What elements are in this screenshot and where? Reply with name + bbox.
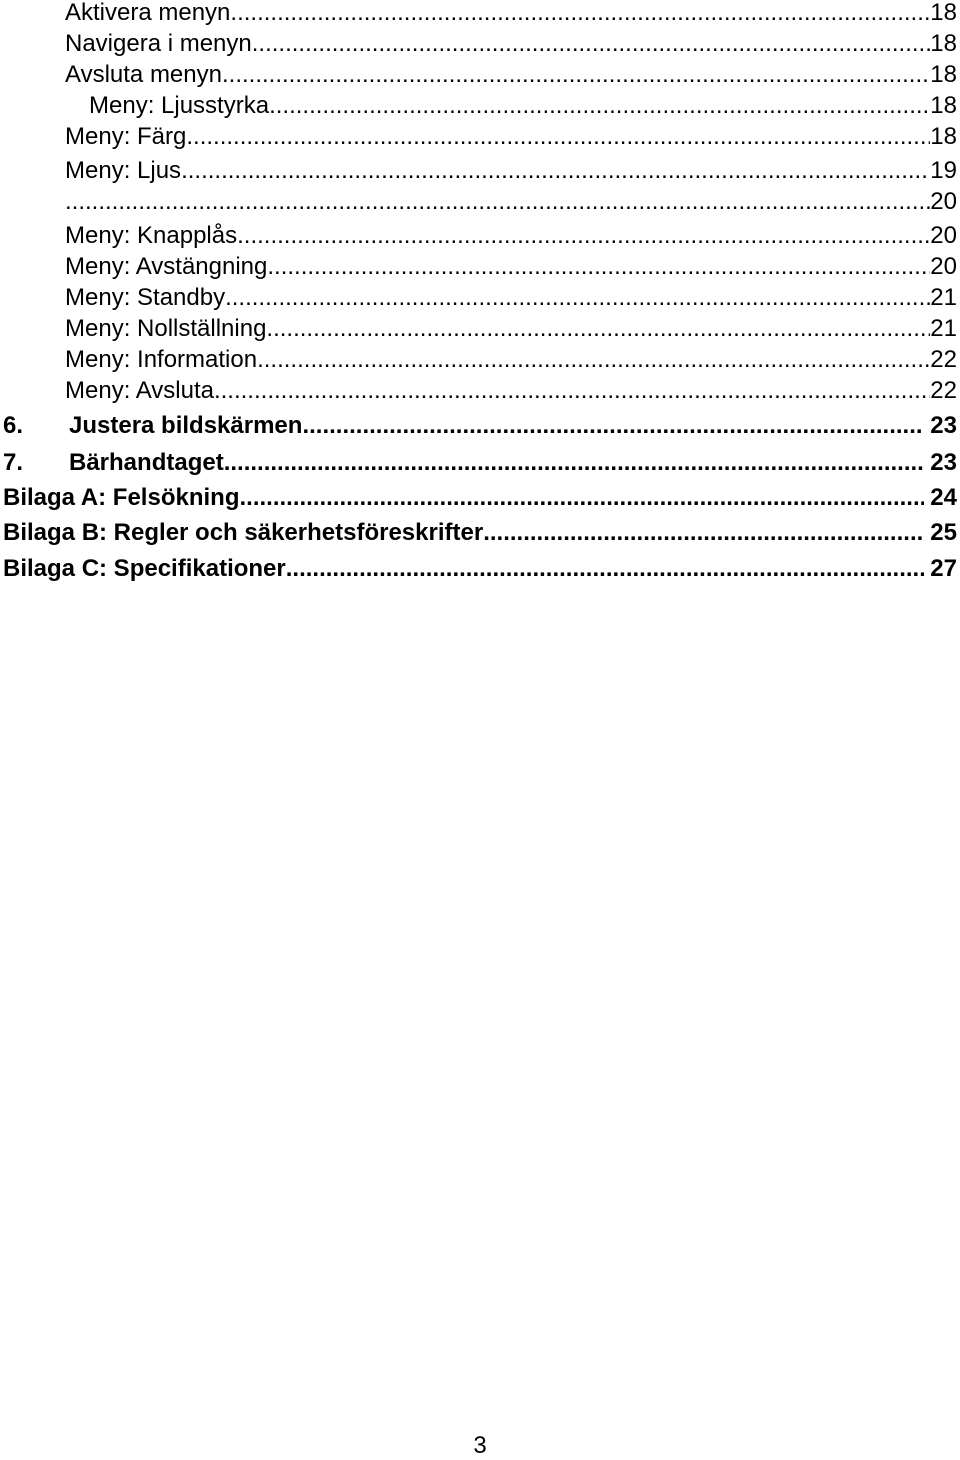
toc-chapter-number: 7. — [3, 449, 24, 476]
toc-entry-title: Avsluta menyn — [65, 61, 222, 88]
toc-leader-dots — [302, 410, 924, 441]
toc-leader-dots — [286, 553, 925, 584]
toc-entry-title: Bilaga C: Specifikationer — [3, 555, 286, 582]
toc-entry-title: Meny: Färg — [65, 123, 187, 150]
toc-entry-title: Bärhandtaget — [69, 449, 224, 476]
toc-leader-dots — [181, 155, 930, 186]
toc-leader-dots — [252, 28, 931, 59]
toc-leader-dots — [237, 220, 930, 251]
toc-entry[interactable] — [0, 186, 960, 217]
toc-leader-dots — [65, 186, 930, 217]
toc-entry-page: 23 — [930, 449, 957, 476]
toc-entry[interactable] — [0, 375, 960, 406]
toc-leader-dots — [230, 0, 930, 28]
toc-entry-title: Meny: Information — [65, 346, 258, 373]
toc-entry-page: 18 — [930, 61, 957, 88]
toc-entry-page: 27 — [930, 555, 957, 582]
toc-leader-dots — [186, 121, 930, 152]
toc-entry-page: 20 — [930, 222, 957, 249]
toc-appendix-entry[interactable] — [0, 517, 960, 548]
toc-leader-dots — [222, 59, 930, 90]
toc-leader-dots — [257, 344, 930, 375]
toc-entry-title: Bilaga B: Regler och säkerhetsföreskrifter — [3, 519, 484, 546]
toc-entry-page: 18 — [930, 92, 957, 119]
toc-entry-page: 18 — [930, 30, 957, 57]
toc-leader-dots — [239, 482, 924, 513]
toc-appendix-entry[interactable] — [0, 553, 960, 584]
toc-entry-title: Meny: Avstängning — [65, 253, 268, 280]
toc-entry-title: Meny: Nollställning — [65, 315, 267, 342]
toc-entry-page: 20 — [930, 188, 957, 215]
toc-entry-title: Aktivera menyn — [65, 0, 231, 26]
toc-entry-title: Meny: Ljusstyrka — [89, 92, 270, 119]
page-number: 3 — [473, 1432, 487, 1459]
toc-entry-page: 19 — [930, 157, 957, 184]
toc-entry-page: 22 — [930, 346, 957, 373]
toc-chapter-entry[interactable] — [0, 410, 960, 441]
toc-leader-dots — [266, 313, 930, 344]
toc-chapter-number: 6. — [3, 412, 24, 439]
toc-entry[interactable] — [0, 59, 960, 90]
toc-leader-dots — [214, 375, 930, 406]
toc-entry-title: Meny: Ljus — [65, 157, 182, 184]
toc-entry[interactable] — [0, 220, 960, 251]
toc-leader-dots — [224, 447, 925, 478]
toc-entry[interactable] — [0, 344, 960, 375]
toc-entry-title: Justera bildskärmen — [69, 412, 303, 439]
toc-entry-page: 24 — [930, 484, 957, 511]
toc-entry[interactable] — [0, 121, 960, 152]
toc-entry-page: 18 — [930, 123, 957, 150]
toc-entry-page: 18 — [930, 0, 957, 26]
toc-entry[interactable] — [0, 251, 960, 282]
toc-entry-page: 21 — [930, 284, 957, 311]
toc-leader-dots — [269, 90, 930, 121]
toc-entry[interactable] — [0, 28, 960, 59]
toc-leader-dots — [225, 282, 930, 313]
toc-entry-title: Bilaga A: Felsökning — [3, 484, 240, 511]
toc-chapter-entry[interactable] — [0, 447, 960, 478]
toc-entry[interactable] — [0, 0, 960, 28]
toc-entry-page: 25 — [930, 519, 957, 546]
toc-appendix-entry[interactable] — [0, 482, 960, 513]
toc-entry[interactable] — [0, 155, 960, 186]
toc-entry[interactable] — [0, 90, 960, 121]
toc-entry-title: Meny: Knapplås — [65, 222, 238, 249]
toc-entry-page: 21 — [930, 315, 957, 342]
toc-leader-dots — [483, 517, 924, 548]
toc-entry-title: Navigera i menyn — [65, 30, 252, 57]
toc-entry-page: 22 — [930, 377, 957, 404]
toc-entry-title: Meny: Standby — [65, 284, 226, 311]
toc-entry-page: 23 — [930, 412, 957, 439]
toc-entry-title: Meny: Avsluta — [65, 377, 214, 404]
toc-entry[interactable] — [0, 313, 960, 344]
toc-entry[interactable] — [0, 282, 960, 313]
toc-leader-dots — [267, 251, 930, 282]
toc-entry-page: 20 — [930, 253, 957, 280]
